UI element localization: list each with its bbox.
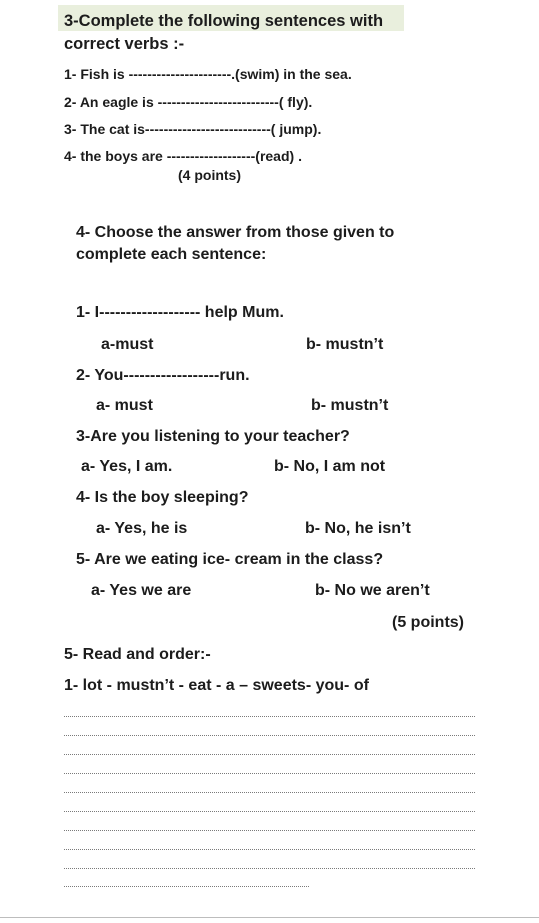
answer-line[interactable]: [64, 792, 475, 793]
question-2: 2- You------------------run.: [76, 367, 250, 384]
answer-line[interactable]: [64, 811, 475, 812]
answer-line[interactable]: [64, 754, 475, 755]
section3-item-3: 3- The cat is---------------------------( jump).: [64, 121, 322, 137]
question-5-option-a: a- Yes we are: [91, 582, 192, 599]
question-4: 4- Is the boy sleeping?: [76, 489, 249, 506]
page-edge-line: [0, 917, 539, 918]
question-3-option-a: a- Yes, I am.: [81, 458, 173, 475]
answer-line[interactable]: [64, 886, 309, 887]
section5-item-1: 1- lot - mustn’t - eat - a – sweets- you- of: [64, 677, 369, 694]
question-2-option-a: a- must: [96, 397, 153, 414]
answer-line[interactable]: [64, 830, 475, 831]
question-5-option-b: b- No we aren’t: [315, 582, 430, 599]
section3-item-4: 4- the boys are -------------------(read) .: [64, 148, 302, 164]
question-1-option-a: a-must: [101, 336, 154, 353]
question-5: 5- Are we eating ice- cream in the class?: [76, 551, 384, 568]
answer-line[interactable]: [64, 735, 475, 736]
answer-line[interactable]: [64, 716, 475, 717]
question-3: 3-Are you listening to your teacher?: [76, 428, 350, 445]
question-3-option-b: b- No, I am not: [274, 458, 386, 475]
section3-title-line1: 3-Complete the following sentences with: [64, 12, 384, 30]
question-1-option-b: b- mustn’t: [306, 336, 384, 353]
question-4-option-b: b- No, he isn’t: [305, 520, 411, 537]
section4-title-line2: complete each sentence:: [76, 246, 267, 263]
question-4-option-a: a- Yes, he is: [96, 520, 188, 537]
answer-line[interactable]: [64, 849, 475, 850]
question-1: 1- I------------------- help Mum.: [76, 304, 284, 321]
section3-points: (4 points): [178, 167, 241, 183]
answer-line[interactable]: [64, 773, 475, 774]
answer-line[interactable]: [64, 868, 475, 869]
section4-title-line1: 4- Choose the answer from those given to: [76, 224, 395, 241]
section3-title-line2: correct verbs :-: [64, 35, 185, 53]
section4-points: (5 points): [392, 614, 464, 631]
section3-item-1: 1- Fish is ----------------------.(swim) in the sea.: [64, 66, 352, 82]
section5-title: 5- Read and order:-: [64, 646, 211, 663]
question-2-option-b: b- mustn’t: [311, 397, 389, 414]
section3-item-2: 2- An eagle is --------------------------( fly).: [64, 94, 313, 110]
